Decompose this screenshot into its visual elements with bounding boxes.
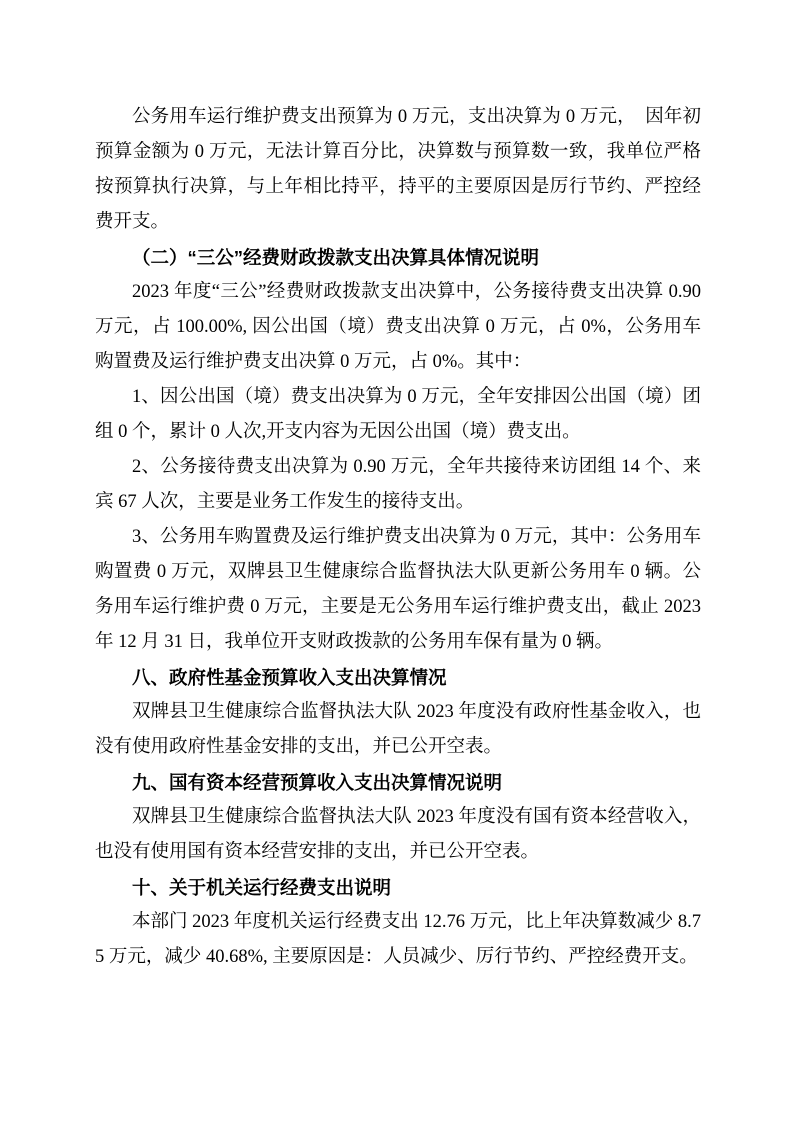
section-heading: 八、政府性基金预算收入支出决算情况	[132, 667, 447, 688]
section-heading: 九、国有资本经营预算收入支出决算情况说明	[132, 772, 503, 793]
paragraph: 本部门 2023 年度机关运行经费支出 12.76 万元，比上年决算数减少 8.75 万元，减少 40.68%, 主要原因是：人员减少、厉行节约、严控经费开支。	[95, 912, 701, 967]
paragraph: 双牌县卫生健康综合监督执法大队 2023 年度没有国有资本经营收入，也没有使用国有资本经营安排的支出，并已公开空表。	[95, 807, 701, 862]
section-heading: 十、关于机关运行经费支出说明	[132, 877, 392, 898]
paragraph: 2023 年度“三公”经费财政拨款支出决算中，公务接待费支出决算 0.90 万元，占 100.00%, 因公出国（境）费支出决算 0 万元，占 0%，公务用车购置费及运行维护费支出决算 0 万元，占 0%。其中：	[95, 282, 701, 372]
paragraph: 1、因公出国（境）费支出决算为 0 万元，全年安排因公出国（境）团组 0 个，累计 0 人次,开支内容为无因公出国（境）费支出。	[95, 387, 701, 442]
paragraph: 3、公务用车购置费及运行维护费支出决算为 0 万元，其中：公务用车购置费 0 万元，双牌县卫生健康综合监督执法大队更新公务用车 0 辆。公务用车运行维护费 0 万元，主要是无公务用车运行维护费支出，截止 2023 年 12 月 31 日，我单位开支财政拨款的公务用车保有量为 0 辆。	[95, 527, 701, 652]
paragraph: 2、公务接待费支出决算为 0.90 万元，全年共接待来访团组 14 个、来宾 67 人次，主要是业务工作发生的接待支出。	[95, 457, 701, 512]
section-heading: （二）“三公”经费财政拨款支出决算具体情况说明	[132, 247, 540, 268]
paragraph: 公务用车运行维护费支出预算为 0 万元，支出决算为 0 万元， 因年初预算金额为 0 万元，无法计算百分比，决算数与预算数一致，我单位严格按预算执行决算，与上年相比持平，持平的主要原因是厉行节约、严控经费开支。	[95, 107, 701, 232]
paragraph: 双牌县卫生健康综合监督执法大队 2023 年度没有政府性基金收入，也没有使用政府性基金安排的支出，并已公开空表。	[95, 702, 701, 757]
